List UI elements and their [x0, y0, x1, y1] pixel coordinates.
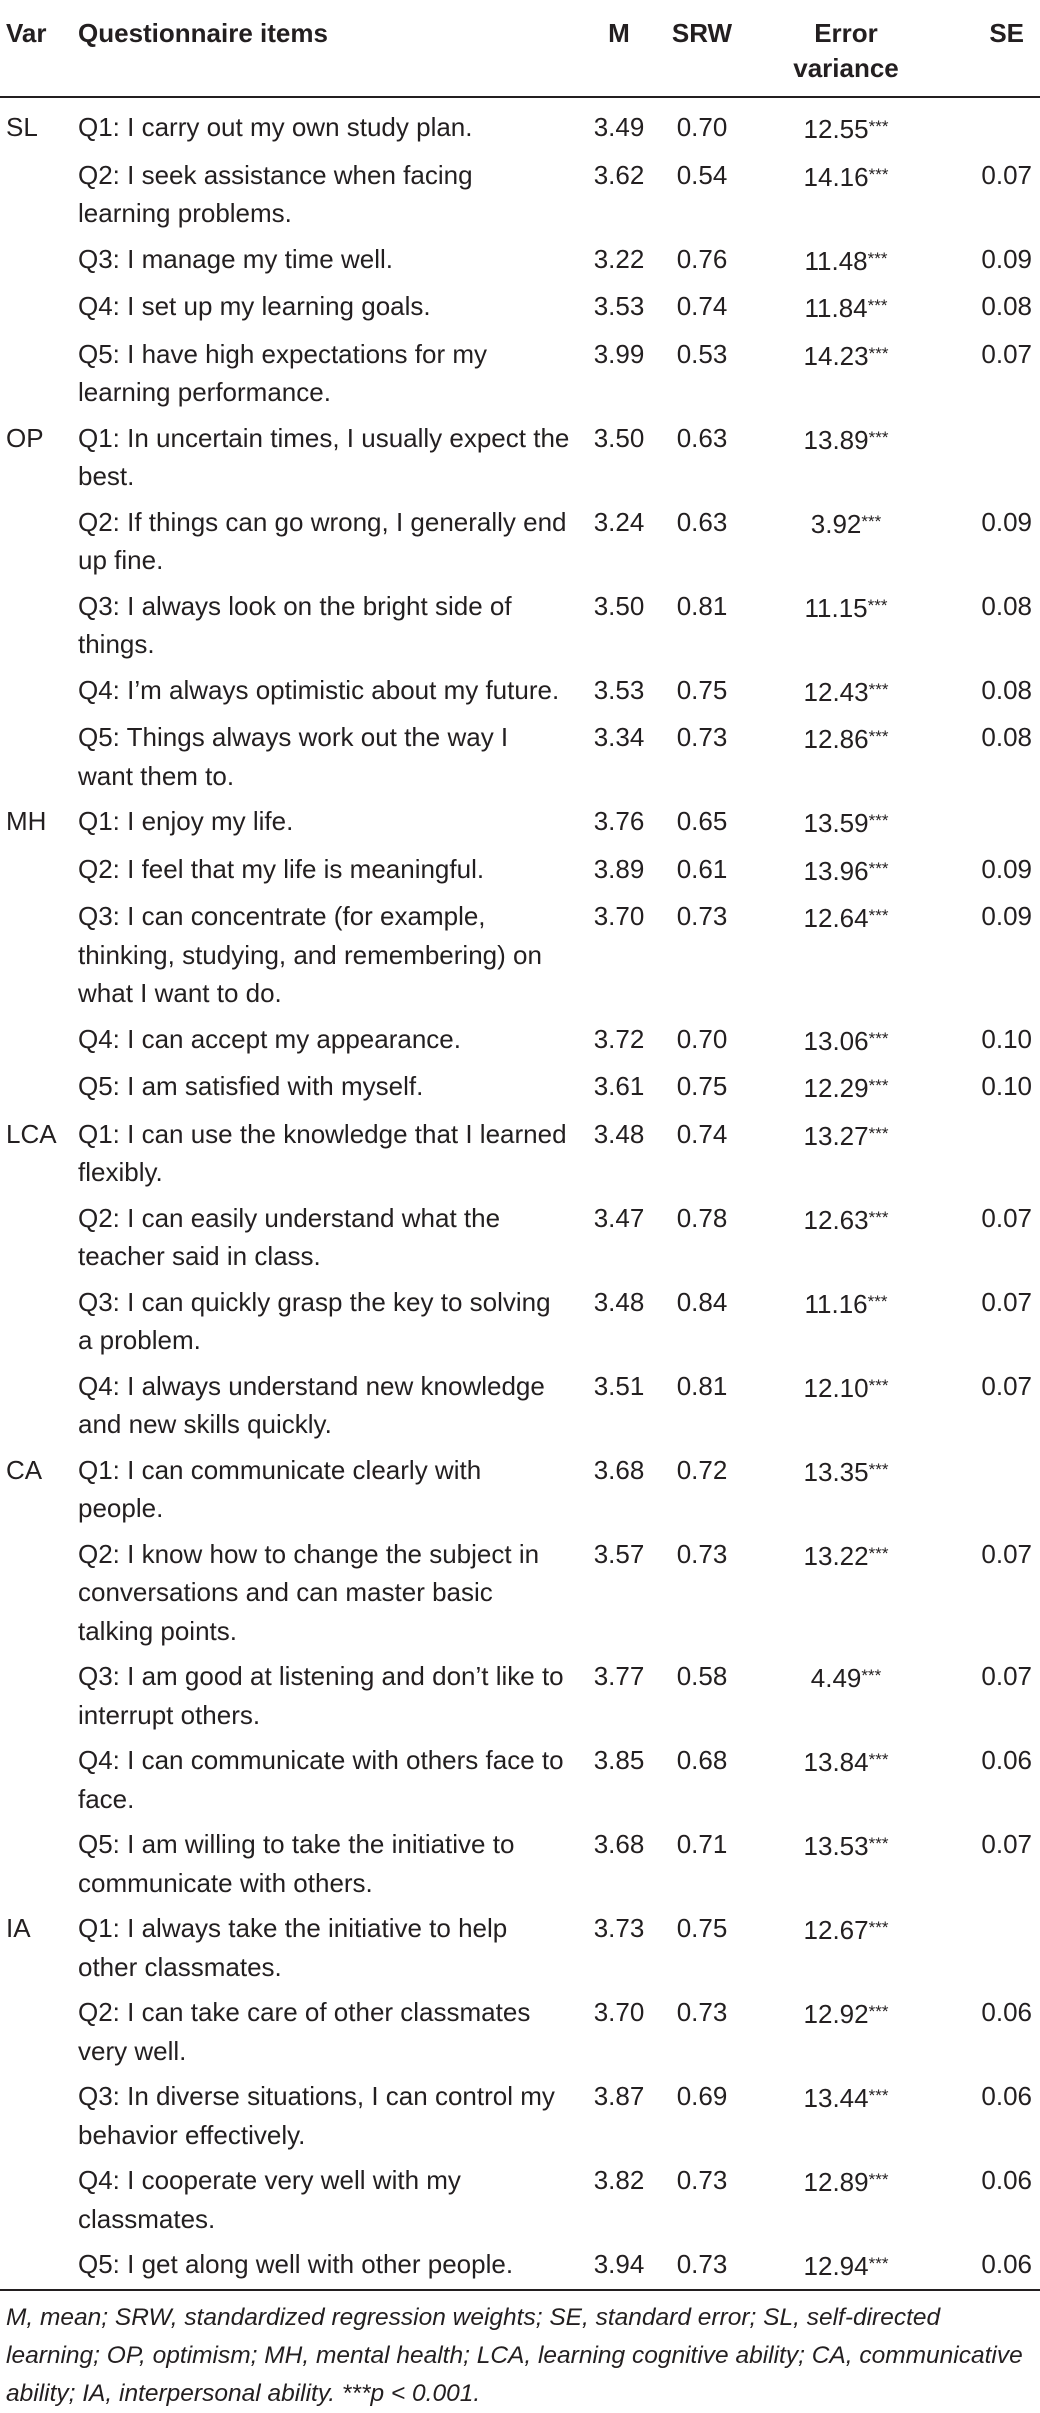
- table-footnote: M, mean; SRW, standardized regression weights; SE, standard error; SL, self-directed learning; OP, optimism; MH, mental health; LCA, learning cognitive ability; CA, communicative ability; IA, interpersonal ability. ***p < 0.001.: [6, 2304, 1023, 2407]
- error-variance-cell: [746, 1016, 946, 1064]
- error-variance-cell: [746, 1279, 946, 1363]
- error-variance-value: 13.35: [803, 1456, 869, 1487]
- item-cell: Q5: I am willing to take the initiative to communicate with others.: [78, 1829, 515, 1898]
- var-cell: LCA: [6, 1118, 57, 1149]
- se-cell: 0.07: [981, 1538, 1032, 1569]
- error-variance-value: 13.27: [803, 1120, 869, 1151]
- error-variance-value: 13.22: [803, 1540, 869, 1571]
- error-variance-value: 13.06: [803, 1025, 869, 1056]
- srw-cell: 0.75: [676, 1913, 728, 1943]
- item-cell: Q5: I am satisfied with myself.: [78, 1071, 424, 1101]
- significance-marker: ***: [868, 727, 889, 746]
- error-variance-cell: [746, 499, 946, 583]
- se-cell: [946, 799, 1040, 847]
- item-cell: Q1: In uncertain times, I usually expect the best.: [78, 422, 570, 491]
- error-variance-value: 14.23: [803, 340, 869, 371]
- var-cell: [0, 846, 78, 894]
- se-cell: 0.09: [981, 506, 1032, 537]
- mean-cell: 3.77: [593, 1661, 645, 1691]
- se-cell: 0.07: [981, 1286, 1032, 1317]
- var-cell: CA: [6, 1454, 43, 1485]
- item-cell: Q2: I seek assistance when facing learning problems.: [78, 159, 473, 228]
- se-cell: [946, 1447, 1040, 1531]
- se-cell: 0.07: [981, 1370, 1032, 1401]
- table-row: [0, 2158, 1040, 2242]
- error-variance-cell: [746, 894, 946, 1017]
- error-variance-cell: [746, 236, 946, 284]
- var-cell: [0, 331, 78, 415]
- header-se: SE: [989, 18, 1024, 48]
- table-row: [0, 1654, 1040, 1738]
- se-cell: 0.08: [981, 674, 1032, 705]
- se-cell: 0.07: [981, 159, 1032, 190]
- error-variance-cell: [746, 2074, 946, 2158]
- srw-cell: 0.73: [676, 2249, 728, 2279]
- item-cell: Q4: I can accept my appearance.: [78, 1023, 461, 1054]
- significance-marker: ***: [868, 2170, 889, 2189]
- error-variance-value: 13.53: [803, 1831, 869, 1861]
- mean-cell: 3.50: [593, 422, 645, 453]
- mean-cell: 3.47: [593, 1202, 645, 1233]
- srw-cell: 0.70: [676, 112, 728, 142]
- var-cell: SL: [6, 112, 38, 142]
- table-row: [0, 1363, 1040, 1447]
- item-cell: Q4: I’m always optimistic about my future.: [78, 674, 560, 705]
- item-cell: Q3: I can quickly grasp the key to solving a problem.: [78, 1286, 551, 1355]
- mean-cell: 3.70: [593, 1997, 645, 2027]
- se-cell: 0.06: [981, 1997, 1032, 2027]
- mean-cell: 3.62: [593, 159, 645, 190]
- error-variance-value: 12.10: [803, 1372, 869, 1403]
- table-body: [0, 97, 1040, 2290]
- se-cell: 0.09: [981, 901, 1032, 931]
- se-cell: 0.08: [981, 590, 1032, 621]
- error-variance-cell: [746, 583, 946, 667]
- table-row: [0, 1447, 1040, 1531]
- mean-cell: 3.48: [593, 1118, 645, 1149]
- table-row: [0, 2242, 1040, 2291]
- table-row: [0, 1279, 1040, 1363]
- mean-cell: 3.51: [593, 1370, 645, 1401]
- se-cell: 0.06: [981, 2081, 1032, 2111]
- error-variance-cell: [746, 97, 946, 152]
- error-variance-value: 13.59: [803, 808, 869, 838]
- error-variance-value: 14.16: [803, 161, 869, 192]
- item-cell: Q5: I get along well with other people.: [78, 2249, 514, 2279]
- srw-cell: 0.68: [676, 1745, 728, 1775]
- var-cell: [0, 715, 78, 799]
- item-cell: Q2: I know how to change the subject in conversations and can master basic talking points.: [78, 1538, 540, 1646]
- srw-cell: 0.73: [676, 1997, 728, 2027]
- error-variance-cell: [746, 1447, 946, 1531]
- significance-marker: ***: [867, 595, 888, 615]
- mean-cell: 3.73: [593, 1913, 645, 1943]
- var-cell: [0, 1195, 78, 1279]
- item-cell: Q4: I cooperate very well with my classmates.: [78, 2165, 461, 2234]
- significance-marker: ***: [868, 1459, 889, 1479]
- error-variance-cell: [746, 284, 946, 332]
- error-variance-value: 12.94: [803, 2251, 869, 2281]
- table-row: [0, 1064, 1040, 1112]
- error-variance-cell: [746, 1111, 946, 1195]
- error-variance-cell: [746, 1064, 946, 1112]
- header-var: Var: [6, 18, 47, 48]
- error-variance-value: 12.67: [803, 1915, 869, 1945]
- significance-marker: ***: [868, 1375, 889, 1395]
- srw-cell: 0.54: [676, 159, 728, 190]
- var-cell: [0, 1016, 78, 1064]
- se-cell: 0.10: [981, 1023, 1032, 1054]
- table-row: [0, 583, 1040, 667]
- srw-cell: 0.63: [676, 506, 728, 537]
- var-cell: [0, 2074, 78, 2158]
- item-cell: Q2: I can easily understand what the teacher said in class.: [78, 1202, 501, 1271]
- var-cell: [0, 1279, 78, 1363]
- se-cell: [946, 1906, 1040, 1990]
- table-header: [0, 0, 1040, 97]
- error-variance-value: 12.43: [803, 676, 869, 707]
- mean-cell: 3.68: [593, 1454, 645, 1485]
- mean-cell: 3.53: [593, 674, 645, 705]
- var-cell: [0, 1363, 78, 1447]
- srw-cell: 0.75: [676, 674, 728, 705]
- error-variance-cell: [746, 846, 946, 894]
- table-row: [0, 1016, 1040, 1064]
- mean-cell: 3.24: [593, 506, 645, 537]
- mean-cell: 3.94: [593, 2249, 645, 2279]
- mean-cell: 3.72: [593, 1023, 645, 1054]
- mean-cell: 3.61: [593, 1071, 645, 1101]
- srw-cell: 0.81: [676, 590, 728, 621]
- srw-cell: 0.69: [676, 2081, 728, 2111]
- header-srw: SRW: [671, 18, 733, 48]
- significance-marker: ***: [868, 1834, 889, 1853]
- var-cell: [0, 499, 78, 583]
- significance-marker: ***: [868, 679, 889, 699]
- se-cell: 0.07: [981, 1202, 1032, 1233]
- error-variance-value: 13.89: [803, 424, 869, 455]
- se-cell: 0.10: [981, 1071, 1032, 1101]
- error-variance-cell: [746, 1654, 946, 1738]
- table-row: [0, 1531, 1040, 1654]
- mean-cell: 3.76: [593, 806, 645, 836]
- mean-cell: 3.99: [593, 338, 645, 369]
- srw-cell: 0.81: [676, 1370, 728, 1401]
- var-cell: [0, 152, 78, 236]
- mean-cell: 3.57: [593, 1538, 645, 1569]
- error-variance-value: 3.92: [810, 508, 862, 539]
- item-cell: Q1: I can use the knowledge that I learned flexibly.: [78, 1118, 567, 1187]
- item-cell: Q1: I carry out my own study plan.: [78, 112, 473, 142]
- srw-cell: 0.73: [676, 722, 728, 752]
- var-cell: [0, 1531, 78, 1654]
- error-variance-value: 12.64: [803, 903, 869, 933]
- srw-cell: 0.75: [676, 1071, 728, 1101]
- table-row: [0, 97, 1040, 152]
- se-cell: 0.06: [981, 1745, 1032, 1775]
- significance-marker: ***: [868, 811, 889, 830]
- var-cell: OP: [6, 422, 44, 453]
- item-cell: Q4: I set up my learning goals.: [78, 291, 431, 321]
- se-cell: 0.06: [981, 2249, 1032, 2279]
- item-cell: Q3: I always look on the bright side of things.: [78, 590, 512, 659]
- table-row: [0, 236, 1040, 284]
- error-variance-value: 12.55: [803, 114, 869, 144]
- mean-cell: 3.22: [593, 243, 645, 274]
- error-variance-cell: [746, 2158, 946, 2242]
- significance-marker: ***: [868, 427, 889, 447]
- srw-cell: 0.53: [676, 338, 728, 369]
- table-row: [0, 799, 1040, 847]
- significance-marker: ***: [868, 343, 889, 363]
- error-variance-value: 12.89: [803, 2167, 869, 2197]
- item-cell: Q5: Things always work out the way I want them to.: [78, 722, 509, 791]
- table-row: [0, 715, 1040, 799]
- error-variance-cell: [746, 1195, 946, 1279]
- se-cell: 0.07: [981, 1829, 1032, 1859]
- mean-cell: 3.48: [593, 1286, 645, 1317]
- item-cell: Q3: I am good at listening and don’t like to interrupt others.: [78, 1661, 564, 1730]
- significance-marker: ***: [868, 1028, 889, 1048]
- table-row: [0, 284, 1040, 332]
- var-cell: [0, 236, 78, 284]
- error-variance-cell: [746, 415, 946, 499]
- srw-cell: 0.71: [676, 1829, 728, 1859]
- var-cell: [0, 2158, 78, 2242]
- error-variance-value: 13.96: [803, 855, 869, 886]
- srw-cell: 0.74: [676, 291, 728, 321]
- significance-marker: ***: [868, 1918, 889, 1937]
- item-cell: Q1: I can communicate clearly with people.: [78, 1454, 482, 1523]
- srw-cell: 0.76: [676, 243, 728, 274]
- var-cell: [0, 583, 78, 667]
- var-cell: [0, 1064, 78, 1112]
- srw-cell: 0.58: [676, 1661, 728, 1691]
- table-row: [0, 415, 1040, 499]
- error-variance-cell: [746, 331, 946, 415]
- error-variance-cell: [746, 1990, 946, 2074]
- item-cell: Q4: I can communicate with others face to face.: [78, 1745, 564, 1814]
- error-variance-value: 13.84: [803, 1747, 869, 1777]
- table-row: [0, 2074, 1040, 2158]
- error-variance-value: 12.86: [803, 724, 869, 754]
- item-cell: Q3: In diverse situations, I can control my behavior effectively.: [78, 2081, 555, 2150]
- item-cell: Q2: If things can go wrong, I generally end up fine.: [78, 506, 567, 575]
- significance-marker: ***: [868, 2086, 889, 2105]
- significance-marker: ***: [861, 511, 882, 531]
- error-variance-value: 11.48: [804, 245, 868, 276]
- significance-marker: ***: [868, 1076, 889, 1095]
- significance-marker: ***: [861, 1666, 882, 1685]
- srw-cell: 0.73: [676, 901, 728, 931]
- se-cell: [946, 1111, 1040, 1195]
- srw-cell: 0.65: [676, 806, 728, 836]
- significance-marker: ***: [868, 2002, 889, 2021]
- error-variance-cell: [746, 1363, 946, 1447]
- significance-marker: ***: [868, 164, 889, 184]
- se-cell: 0.07: [981, 338, 1032, 369]
- error-variance-value: 11.16: [804, 1288, 868, 1319]
- srw-cell: 0.74: [676, 1118, 728, 1149]
- srw-cell: 0.73: [676, 1538, 728, 1569]
- table-row: [0, 331, 1040, 415]
- table-row: [0, 667, 1040, 715]
- item-cell: Q2: I feel that my life is meaningful.: [78, 853, 485, 884]
- mean-cell: 3.49: [593, 112, 645, 142]
- significance-marker: ***: [867, 1291, 888, 1311]
- header-row: [0, 0, 1040, 97]
- table-row: [0, 894, 1040, 1017]
- table-row: [0, 499, 1040, 583]
- header-m: M: [608, 18, 630, 48]
- error-variance-cell: [746, 1738, 946, 1822]
- item-cell: Q2: I can take care of other classmates very well.: [78, 1997, 531, 2066]
- item-cell: Q3: I can concentrate (for example, thinking, studying, and remembering) on what I want to do.: [78, 901, 542, 1008]
- item-cell: Q4: I always understand new knowledge and new skills quickly.: [78, 1370, 545, 1439]
- mean-cell: 3.53: [593, 291, 645, 321]
- header-error-variance: Error variance: [793, 18, 899, 83]
- error-variance-value: 11.84: [804, 293, 868, 323]
- se-cell: 0.09: [981, 853, 1032, 884]
- significance-marker: ***: [867, 296, 888, 315]
- significance-marker: ***: [868, 2254, 889, 2273]
- error-variance-cell: [746, 1822, 946, 1906]
- srw-cell: 0.61: [676, 853, 728, 884]
- var-cell: [0, 1990, 78, 2074]
- significance-marker: ***: [867, 248, 888, 268]
- significance-marker: ***: [868, 1543, 889, 1563]
- table-row: [0, 1195, 1040, 1279]
- mean-cell: 3.82: [593, 2165, 645, 2195]
- srw-cell: 0.70: [676, 1023, 728, 1054]
- var-cell: [0, 667, 78, 715]
- srw-cell: 0.84: [676, 1286, 728, 1317]
- error-variance-cell: [746, 152, 946, 236]
- table-row: [0, 1822, 1040, 1906]
- var-cell: [0, 1654, 78, 1738]
- significance-marker: ***: [868, 858, 889, 878]
- significance-marker: ***: [868, 1207, 889, 1227]
- var-cell: [0, 1822, 78, 1906]
- var-cell: MH: [6, 806, 47, 836]
- se-cell: 0.07: [981, 1661, 1032, 1691]
- significance-marker: ***: [868, 906, 889, 925]
- mean-cell: 3.89: [593, 853, 645, 884]
- var-cell: IA: [6, 1913, 31, 1943]
- error-variance-cell: [746, 715, 946, 799]
- header-item: Questionnaire items: [78, 18, 328, 48]
- se-cell: [946, 97, 1040, 152]
- table-row: [0, 1738, 1040, 1822]
- mean-cell: 3.85: [593, 1745, 645, 1775]
- significance-marker: ***: [868, 1750, 889, 1769]
- se-cell: 0.06: [981, 2165, 1032, 2195]
- error-variance-cell: [746, 667, 946, 715]
- item-cell: Q3: I manage my time well.: [78, 243, 393, 274]
- mean-cell: 3.50: [593, 590, 645, 621]
- error-variance-value: 11.15: [804, 592, 868, 623]
- var-cell: [0, 1738, 78, 1822]
- table-row: [0, 1111, 1040, 1195]
- error-variance-cell: [746, 1531, 946, 1654]
- srw-cell: 0.63: [676, 422, 728, 453]
- mean-cell: 3.68: [593, 1829, 645, 1859]
- mean-cell: 3.34: [593, 722, 645, 752]
- error-variance-cell: [746, 799, 946, 847]
- var-cell: [0, 2242, 78, 2291]
- error-variance-cell: [746, 1906, 946, 1990]
- srw-cell: 0.73: [676, 2165, 728, 2195]
- item-cell: Q1: I always take the initiative to help other classmates.: [78, 1913, 508, 1982]
- item-cell: Q5: I have high expectations for my learning performance.: [78, 338, 487, 407]
- error-variance-value: 13.44: [803, 2083, 869, 2113]
- table-row: [0, 846, 1040, 894]
- se-cell: 0.09: [981, 243, 1032, 274]
- se-cell: 0.08: [981, 291, 1032, 321]
- item-cell: Q1: I enjoy my life.: [78, 806, 294, 836]
- mean-cell: 3.87: [593, 2081, 645, 2111]
- error-variance-value: 4.49: [810, 1663, 862, 1693]
- error-variance-cell: [746, 2242, 946, 2291]
- error-variance-value: 12.29: [803, 1073, 869, 1103]
- se-cell: [946, 415, 1040, 499]
- se-cell: 0.08: [981, 722, 1032, 752]
- var-cell: [0, 894, 78, 1017]
- error-variance-value: 12.92: [803, 1999, 869, 2029]
- error-variance-value: 12.63: [803, 1204, 869, 1235]
- mean-cell: 3.70: [593, 901, 645, 931]
- srw-cell: 0.78: [676, 1202, 728, 1233]
- significance-marker: ***: [868, 1123, 889, 1143]
- table-row: [0, 1990, 1040, 2074]
- significance-marker: ***: [868, 117, 889, 136]
- table-row: [0, 1906, 1040, 1990]
- var-cell: [0, 284, 78, 332]
- srw-cell: 0.72: [676, 1454, 728, 1485]
- table-row: [0, 152, 1040, 236]
